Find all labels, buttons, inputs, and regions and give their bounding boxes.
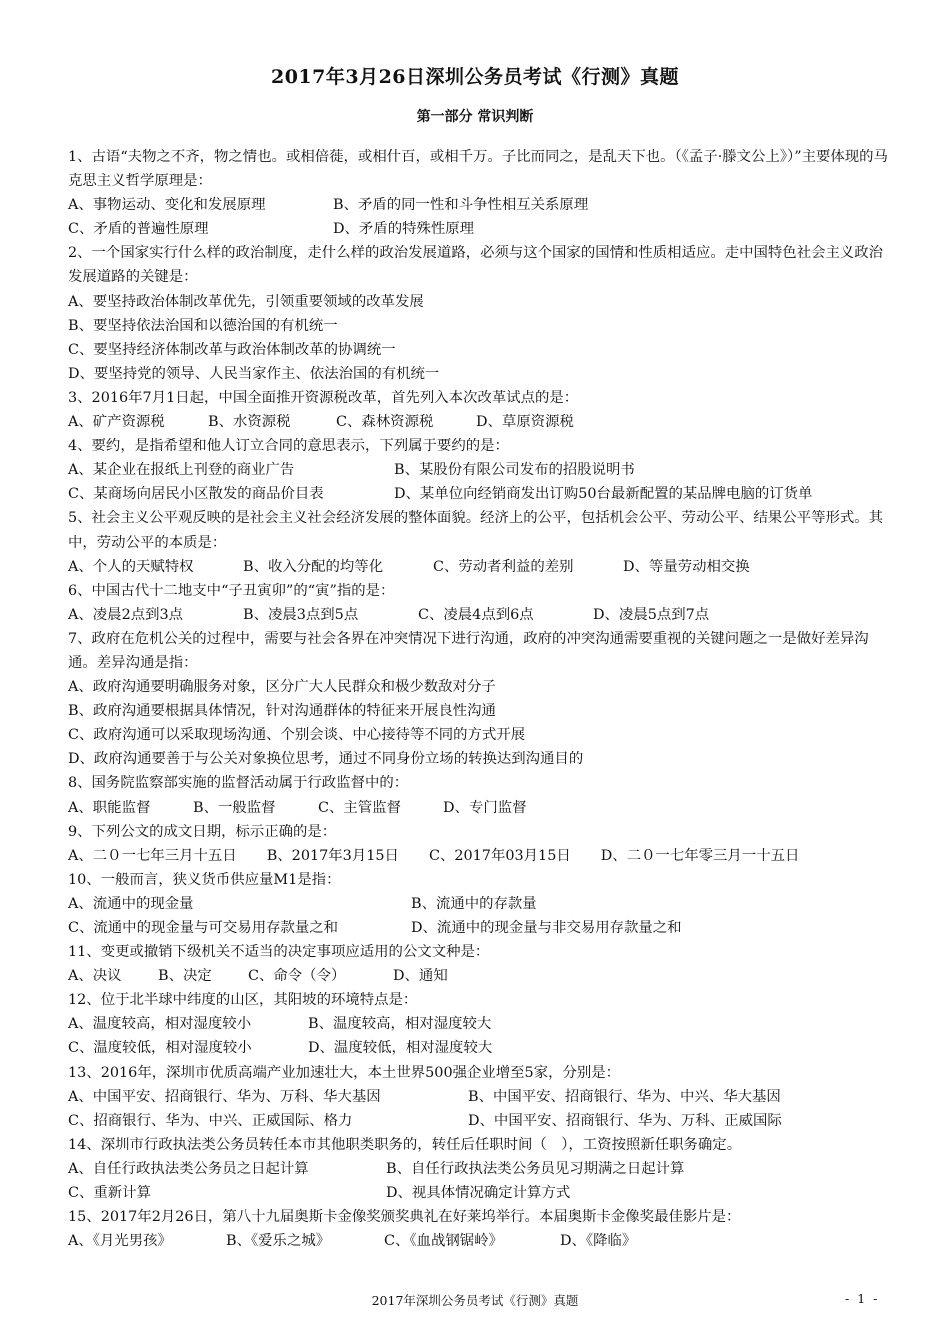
option-a: A、事物运动、变化和发展原理 bbox=[68, 197, 266, 214]
option-d: D、等量劳动相交换 bbox=[623, 558, 750, 575]
question-stem: 1、古语“夫物之不齐，物之情也。或相倍蓰，或相什百，或相千万。子比而同之，是乱天下也。（《孟子·滕文公上》）”主要体现的马克思主义哲学原理是： bbox=[68, 149, 888, 190]
option-row bbox=[68, 410, 888, 434]
page-footer: 2017年深圳公务员考试《行测》真题 bbox=[371, 1293, 579, 1308]
option-d: D、凌晨5点到7点 bbox=[593, 606, 710, 623]
question-stem: 4、要约，是指希望和他人订立合同的意思表示，下列属于要约的是： bbox=[68, 438, 509, 455]
question-stem: 13、2016年，深圳市优质高端产业加速壮大，本土世界500强企业增至5家，分别是： bbox=[68, 1064, 621, 1081]
option-d: D、矛盾的特殊性原理 bbox=[333, 221, 475, 238]
option-b: B、要坚持依法治国和以德治国的有机统一 bbox=[68, 317, 338, 334]
option-a: A、《月光男孩》 bbox=[68, 1233, 172, 1250]
option-row bbox=[68, 1109, 888, 1133]
option-b: B、矛盾的同一性和斗争性相互关系原理 bbox=[333, 197, 589, 214]
option-row bbox=[68, 1229, 888, 1253]
option-b: B、2017年3月15日 bbox=[266, 847, 399, 864]
option-c: C、要坚持经济体制改革与政治体制改革的协调统一 bbox=[68, 341, 396, 358]
option-a: A、要坚持政治体制改革优先，引领重要领域的改革发展 bbox=[68, 293, 424, 310]
option-b: B、中国平安、招商银行、华为、中兴、华大基因 bbox=[468, 1088, 781, 1105]
option-d: D、某单位向经销商发出订购50台最新配置的某品牌电脑的订货单 bbox=[394, 486, 813, 503]
option-row bbox=[68, 964, 888, 988]
option-c: C、温度较低，相对湿度较小 bbox=[68, 1040, 252, 1057]
option-c: C、2017年03月15日 bbox=[428, 847, 571, 864]
option-a: A、中国平安、招商银行、华为、万科、华大基因 bbox=[68, 1088, 381, 1105]
option-d: D、《降临》 bbox=[560, 1233, 637, 1250]
option-b: B、某股份有限公司发布的招股说明书 bbox=[394, 462, 635, 479]
option-c: C、政府沟通可以采取现场沟通、个别会谈、中心接待等不同的方式开展 bbox=[68, 727, 526, 744]
option-a: A、二０一七年三月十五日 bbox=[68, 847, 237, 864]
page-number: - 1 - bbox=[845, 1291, 880, 1306]
option-d: D、要坚持党的领导、人民当家作主、依法治国的有机统一 bbox=[68, 365, 440, 382]
option-a: A、凌晨2点到3点 bbox=[68, 606, 184, 623]
option-a: A、自任行政执法类公务员之日起计算 bbox=[68, 1160, 309, 1177]
section-heading: 第一部分 常识判断 bbox=[416, 109, 534, 125]
option-b: B、凌晨3点到5点 bbox=[243, 606, 359, 623]
option-a: A、政府沟通要明确服务对象，区分广大人民群众和极少数敌对分子 bbox=[68, 679, 496, 696]
option-c: C、劳动者利益的差别 bbox=[433, 558, 574, 575]
question-stem: 2、一个国家实行什么样的政治制度，走什么样的政治发展道路，必须与这个国家的国情和性质相适应。走中国特色社会主义政治发展道路的关键是： bbox=[68, 245, 884, 286]
option-row bbox=[68, 1181, 888, 1205]
question-stem: 6、中国古代十二地支中“子丑寅卯”的“寅”指的是： bbox=[68, 582, 395, 599]
option-c: C、某商场向居民小区散发的商品价目表 bbox=[68, 486, 324, 503]
option-row bbox=[68, 796, 888, 820]
option-d: D、温度较低，相对湿度较大 bbox=[308, 1040, 493, 1057]
question-stem: 11、变更或撤销下级机关不适当的决定事项应适用的公文文种是： bbox=[68, 944, 490, 961]
question-stem: 5、社会主义公平观反映的是社会主义社会经济发展的整体面貌。经济上的公平，包括机会公平、劳动公平、结果公平等形式。其中，劳动公平的本质是： bbox=[68, 510, 884, 551]
option-row bbox=[68, 603, 888, 627]
option-b: B、自任行政执法类公务员见习期满之日起计算 bbox=[386, 1160, 685, 1177]
option-b: B、收入分配的均等化 bbox=[243, 558, 384, 575]
option-c: C、招商银行、华为、中兴、正威国际、格力 bbox=[68, 1112, 353, 1129]
option-b: B、流通中的存款量 bbox=[411, 895, 537, 912]
question-stem: 12、位于北半球中纬度的山区，其阳坡的环境特点是： bbox=[68, 992, 418, 1009]
option-row bbox=[68, 482, 888, 506]
option-c: C、矛盾的普遍性原理 bbox=[68, 221, 209, 238]
option-b: B、一般监督 bbox=[193, 799, 276, 816]
option-c: C、流通中的现金量与可交易用存款量之和 bbox=[68, 920, 339, 936]
question-stem: 10、一般而言，狭义货币供应量M1是指： bbox=[68, 871, 341, 888]
option-a: A、矿产资源税 bbox=[68, 414, 165, 431]
option-row bbox=[68, 1036, 888, 1060]
option-row bbox=[68, 193, 888, 217]
option-b: B、水资源税 bbox=[208, 414, 291, 431]
question-stem: 7、政府在危机公关的过程中，需要与社会各界在冲突情况下进行沟通，政府的冲突沟通需要重视的关键问题之一是做好差异沟通。差异沟通是指： bbox=[68, 630, 869, 671]
option-d: D、政府沟通要善于与公关对象换位思考，通过不同身份立场的转换达到沟通目的 bbox=[68, 751, 584, 768]
option-a: A、流通中的现金量 bbox=[68, 895, 194, 912]
option-b: B、《爱乐之城》 bbox=[226, 1233, 331, 1250]
option-row bbox=[68, 892, 888, 916]
option-b: B、温度较高，相对湿度较大 bbox=[308, 1016, 492, 1033]
option-a: A、个人的天赋特权 bbox=[68, 558, 194, 575]
option-row bbox=[68, 1012, 888, 1036]
option-d: D、中国平安、招商银行、华为、万科、正威国际 bbox=[468, 1112, 782, 1129]
question-list bbox=[68, 145, 888, 1253]
question-stem: 15、2017年2月26日，第八十九届奥斯卡金像奖颁奖典礼在好莱坞举行。本届奥斯卡金像奖最佳影片是： bbox=[68, 1209, 741, 1226]
option-row bbox=[68, 555, 888, 579]
option-d: D、流通中的现金量与非交易用存款量之和 bbox=[411, 920, 682, 936]
option-row bbox=[68, 1085, 888, 1109]
option-row bbox=[68, 1157, 888, 1181]
option-c: C、《血战钢锯岭》 bbox=[384, 1233, 503, 1250]
option-c: C、重新计算 bbox=[68, 1185, 151, 1202]
question-stem: 3、2016年7月1日起，中国全面推开资源税改革，首先列入本次改革试点的是： bbox=[68, 389, 579, 406]
option-c: C、主管监督 bbox=[318, 799, 401, 816]
page-title: 2017年3月26日深圳公务员考试《行测》真题 bbox=[270, 66, 680, 88]
question-stem: 8、国务院监察部实施的监督活动属于行政监督中的： bbox=[68, 775, 409, 792]
option-a: A、职能监督 bbox=[68, 799, 151, 816]
option-c: C、凌晨4点到6点 bbox=[418, 606, 534, 623]
option-d: D、草原资源税 bbox=[476, 414, 574, 431]
option-a: A、决议 bbox=[68, 968, 122, 985]
option-b: B、决定 bbox=[158, 968, 212, 985]
option-a: A、某企业在报纸上刊登的商业广告 bbox=[68, 462, 295, 479]
option-row bbox=[68, 458, 888, 482]
option-d: D、专门监督 bbox=[443, 799, 527, 816]
option-c: C、森林资源税 bbox=[336, 414, 434, 431]
question-stem: 14、深圳市行政执法类公务员转任本市其他职类职务的，转任后任职时间（ ），工资按照新任职务确定。 bbox=[68, 1136, 742, 1153]
option-c: C、命令（令） bbox=[248, 968, 346, 985]
option-row bbox=[68, 217, 888, 241]
option-row bbox=[68, 844, 888, 868]
option-d: D、视具体情况确定计算方式 bbox=[386, 1185, 571, 1202]
option-d: D、二０一七年零三月一十五日 bbox=[600, 847, 800, 864]
option-a: A、温度较高，相对湿度较小 bbox=[68, 1016, 252, 1033]
option-b: B、政府沟通要根据具体情况，针对沟通群体的特征来开展良性沟通 bbox=[68, 703, 496, 720]
option-row bbox=[68, 916, 888, 940]
question-stem: 9、下列公文的成文日期，标示正确的是： bbox=[68, 823, 337, 840]
option-d: D、通知 bbox=[393, 968, 448, 985]
